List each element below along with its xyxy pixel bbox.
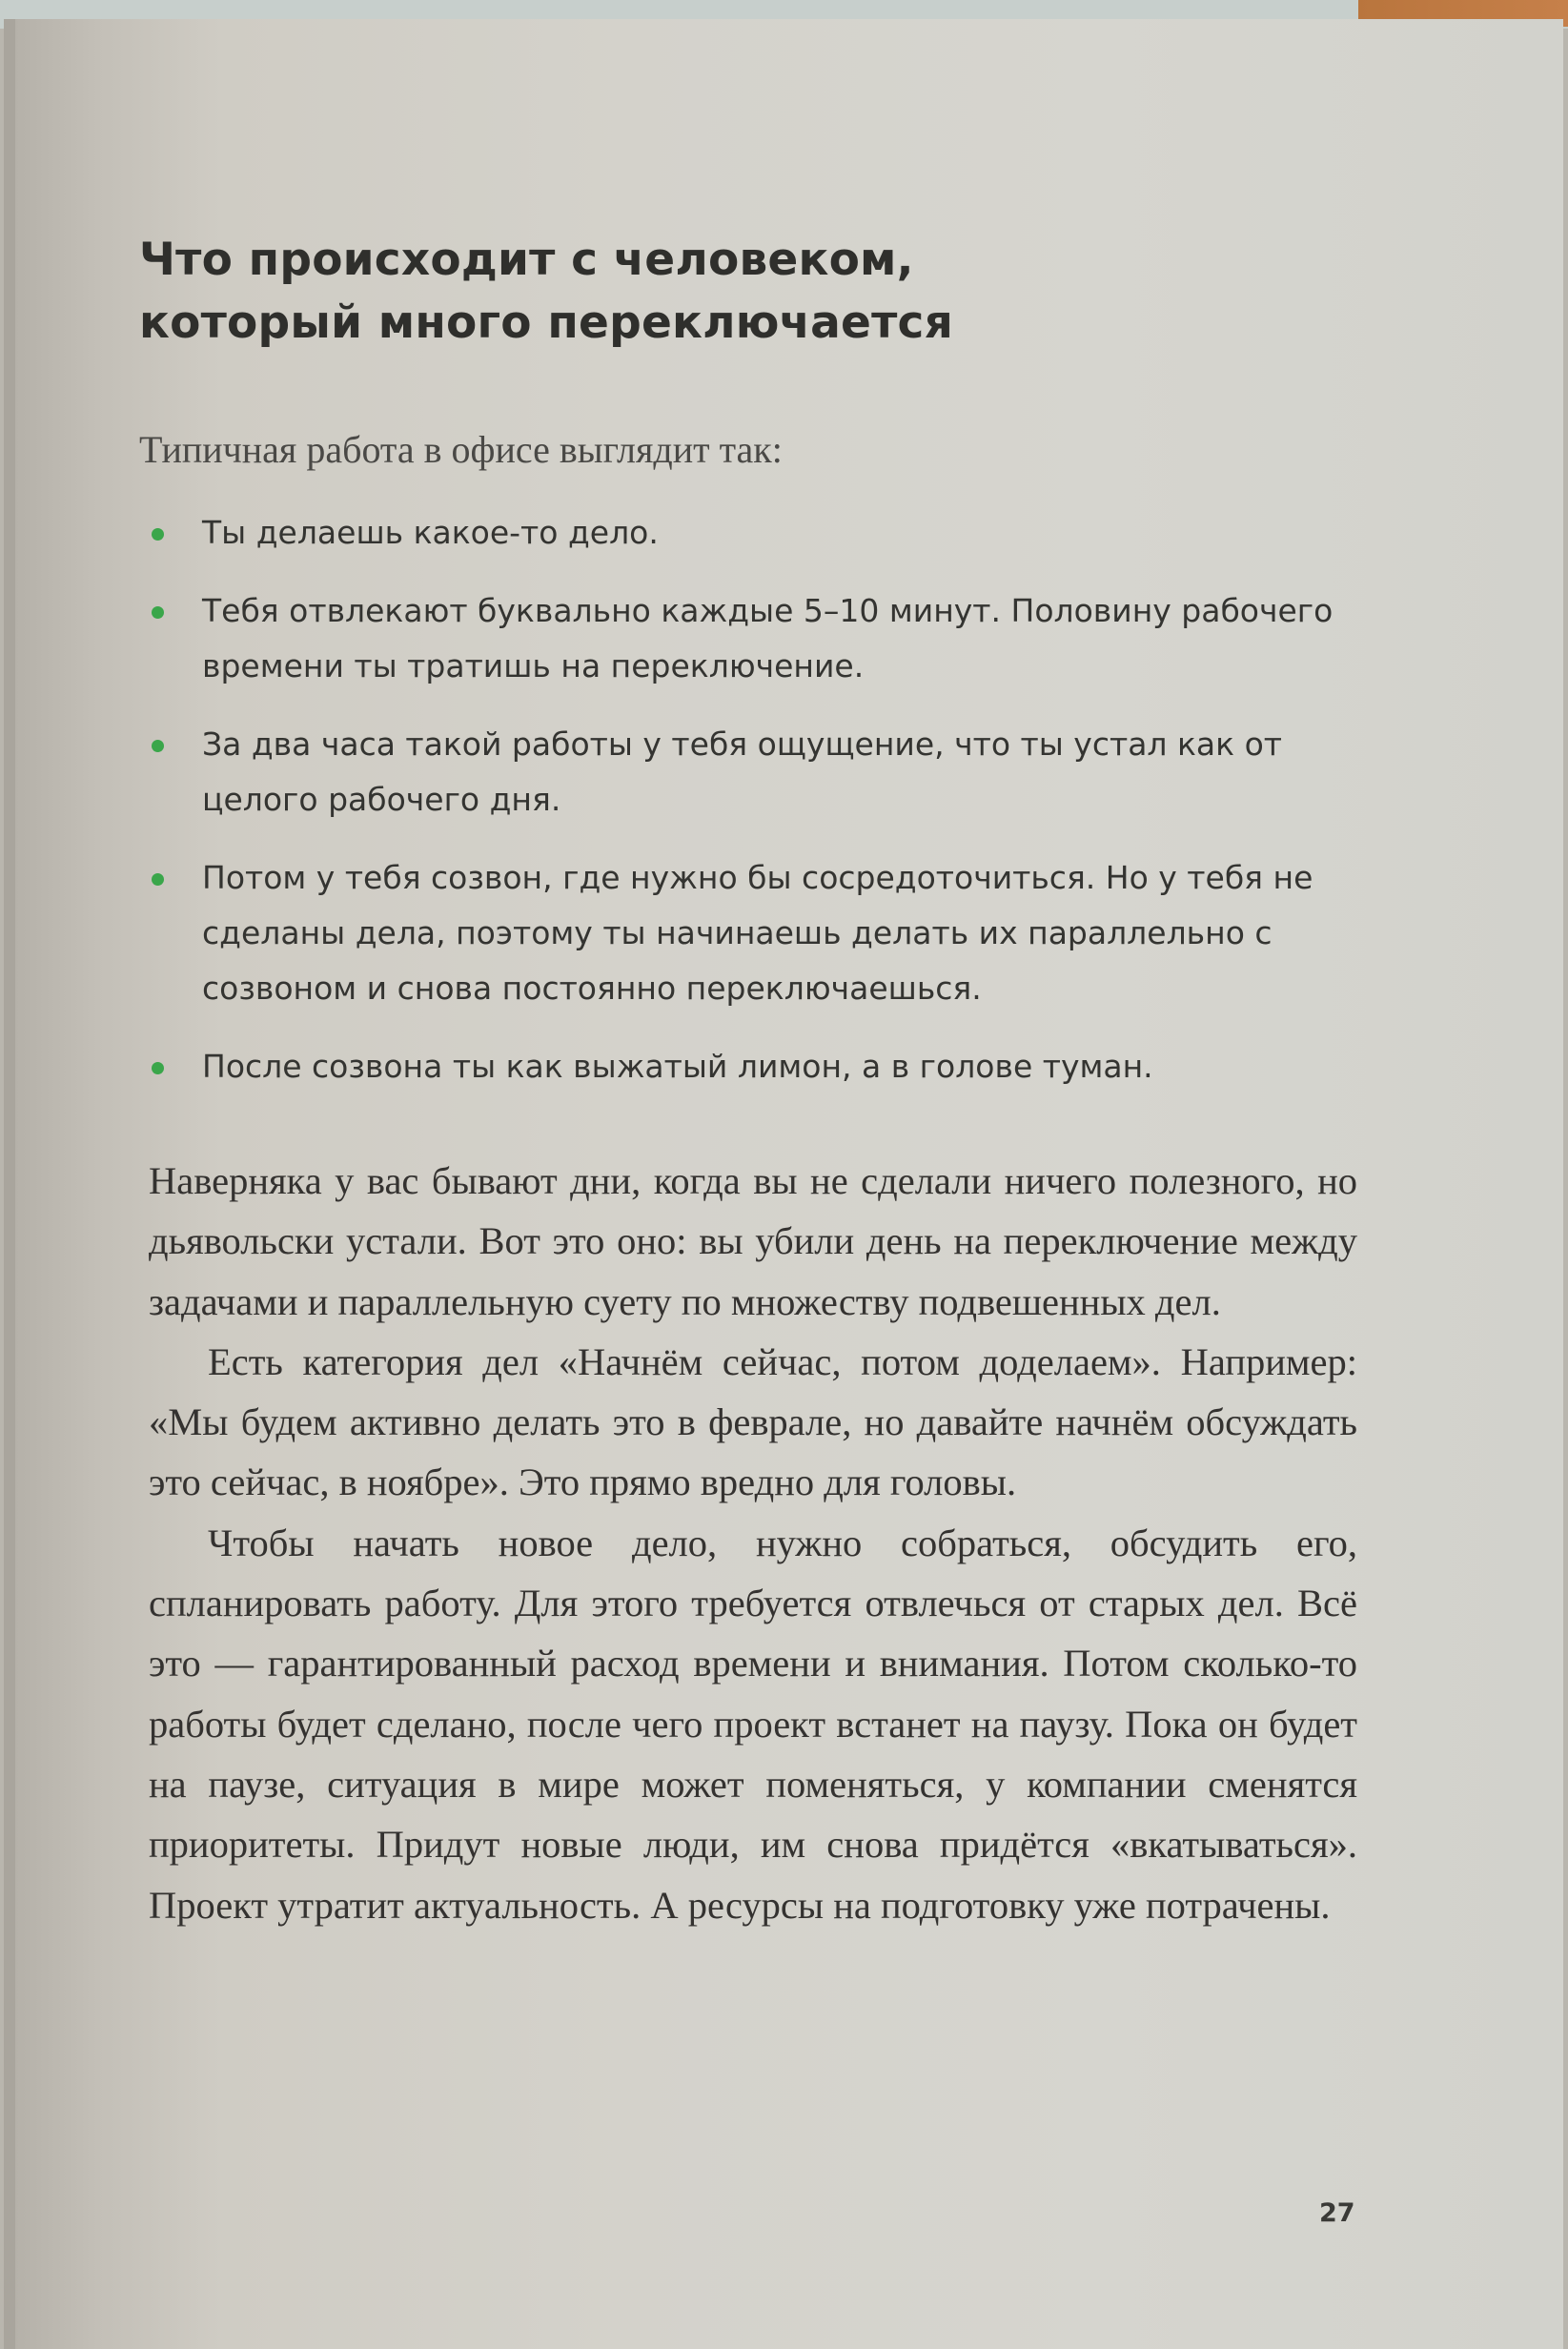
bullet-text: После созвона ты как выжатый лимон, а в голове туман. (202, 1048, 1153, 1085)
bullet-text: Потом у тебя созвон, где нужно бы сосредоточиться. Но у тебя не сделаны дела, поэтому ты начинаешь делать их параллельно с созвоном и снова постоянно переключаешься. (202, 859, 1313, 1007)
bullet-dot-icon (152, 873, 164, 886)
paragraph: Чтобы начать новое дело, нужно собраться, обсудить его, спланировать работу. Для этого требуется отвлечься от старых дел. Всё это — гарантированный расход времени и внимания. Потом сколько-то работы будет сделано, после чего проект встанет на паузу. Пока он будет на паузе, ситуация в мире может поменяться, у компании сменятся приоритеты. Придут новые люди, им снова придётся «вкатываться». Проект утратит актуальность. А ресурсы на подготовку уже потрачены. (149, 1521, 1357, 1927)
heading-line: Что происходит с человеком, (139, 234, 914, 286)
bullet-text: Ты делаешь какое-то дело. (202, 514, 659, 551)
paragraph: Есть категория дел «Начнём сейчас, потом доделаем». Например: «Мы будем активно делать это в феврале, но давайте начнём обсуждать это сейчас, в ноябре». Это прямо вредно для головы. (149, 1339, 1357, 1504)
bullet-item (143, 1039, 1363, 1094)
bullet-dot-icon (152, 528, 164, 541)
bullet-dot-icon (152, 740, 164, 752)
bullet-text: За два часа такой работы у тебя ощущение, что ты устал как от целого рабочего дня. (202, 725, 1282, 818)
bullet-dot-icon (152, 1062, 164, 1074)
bullet-list (143, 505, 1363, 1117)
bullet-text: Тебя отвлекают буквально каждые 5–10 минут. Половину рабочего времени ты тратишь на переключение. (202, 592, 1334, 684)
bullet-item (143, 583, 1363, 694)
body-text (149, 1151, 1357, 1935)
paragraph: Наверняка у вас бывают дни, когда вы не сделали ничего полезного, но дьявольски устали. Вот это оно: вы убили день на переключение между задачами и параллельную суету по множеству подвешенных дел. (149, 1159, 1357, 1323)
heading-line: который много переключается (139, 296, 953, 349)
bullet-item (143, 717, 1363, 827)
bullet-item (143, 850, 1363, 1016)
bullet-dot-icon (152, 606, 164, 619)
chapter-heading (139, 229, 1188, 355)
intro-sentence: Типичная работа в офисе выглядит так: (139, 428, 783, 471)
bullet-item (143, 505, 1363, 561)
page-number: 27 (1319, 2198, 1355, 2228)
